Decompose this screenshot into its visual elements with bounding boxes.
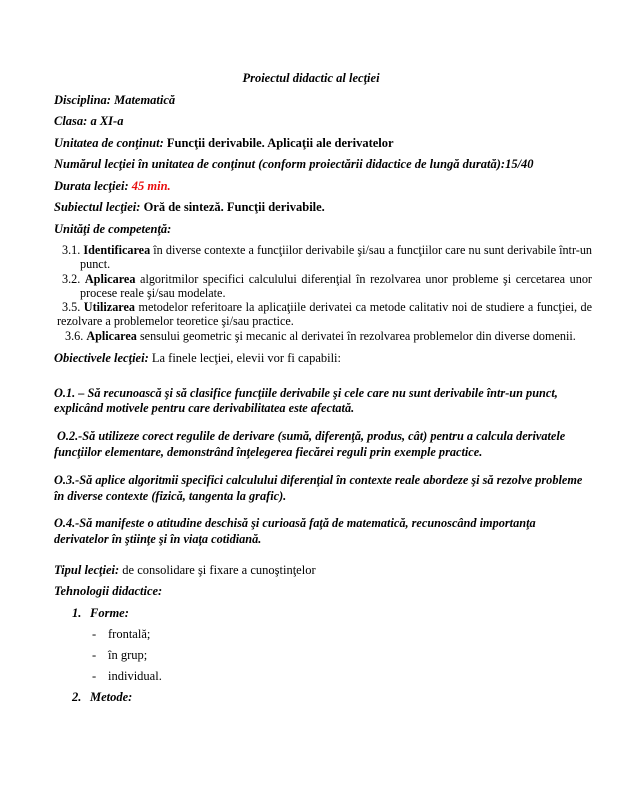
competency-item-3-2 <box>54 272 592 301</box>
objectives-heading-label: Obiectivele lecţiei: <box>54 351 149 366</box>
objective-item-4: O.4.-Să manifeste o atitudine deschisă şi curioasă faţă de matematică, recunoscând importanţa derivatelor în ştiinţe şi în viaţa cotidiană. <box>54 516 536 547</box>
competency-number: 3.2. <box>62 271 81 286</box>
objective-item-1: O.1. – Să recunoască şi să clasifice funcţiile derivabile şi cele care nu sunt derivabile într-un punct, explicând motivele pentru care derivabilitatea este afectată. <box>54 385 558 416</box>
forme-list-item-3 <box>54 666 592 687</box>
competencies-heading: Unităţi de competenţă: <box>54 221 172 236</box>
meta-clasa <box>54 111 592 133</box>
competency-item-3-1 <box>54 243 592 272</box>
forme-list-item-1 <box>54 624 592 645</box>
dash-marker: - <box>92 668 97 683</box>
list-number: 2. <box>72 689 82 704</box>
dash-marker: - <box>92 626 97 641</box>
competency-item-3-6 <box>54 329 592 343</box>
tehnologii-item-forme <box>54 603 592 624</box>
meta-subiectul-label: Subiectul lecţiei: <box>54 200 141 214</box>
document-title: Proiectul didactic al lecţiei <box>242 71 380 85</box>
competencies-list <box>54 243 592 343</box>
dash-marker: - <box>92 647 97 662</box>
forme-item-text: individual. <box>108 668 162 683</box>
competency-lead: Aplicarea <box>86 328 137 343</box>
metode-label: Metode: <box>90 689 133 704</box>
meta-unitatea-label: Unitatea de conţinut: <box>54 135 164 150</box>
meta-clasa-label: Clasa: <box>54 114 88 128</box>
competency-lead: Utilizarea <box>83 300 135 315</box>
competency-text: algoritmilor specifici calculului diferenţial în rezolvarea unor probleme şi cercetarea unor procese reale şi/sau modelate. <box>80 271 592 300</box>
competency-lead: Identificarea <box>83 243 151 257</box>
meta-numarul-value: 15/40 <box>505 157 534 171</box>
competency-lead: Aplicarea <box>84 271 136 286</box>
forme-item-text: în grup; <box>108 647 148 662</box>
meta-numarul <box>54 154 592 176</box>
meta-tipul-value: de consolidare şi fixare a cunoştinţelor <box>122 562 316 577</box>
meta-disciplina-value: Matematică <box>114 92 176 107</box>
meta-unitatea-value: Funcţii derivabile. Aplicaţii ale derivatelor <box>166 135 394 150</box>
competency-text: metodelor referitoare la aplicaţiile derivatei ca metode calitativ noi de studiere a funcţiei, de rezolvare a problemelor teoretice şi/sau practice. <box>57 300 593 329</box>
forme-list <box>54 624 592 687</box>
competency-number: 3.5. <box>62 300 81 315</box>
meta-disciplina-label: Disciplina: <box>54 92 111 107</box>
forme-label: Forme: <box>90 605 129 620</box>
meta-durata-label: Durata lecţiei: <box>54 178 129 193</box>
meta-subiectul <box>54 197 592 219</box>
forme-list-item-2 <box>54 645 592 666</box>
meta-durata-value: 45 min. <box>131 178 171 193</box>
objectives-heading <box>54 348 592 370</box>
meta-subiectul-value: Oră de sinteză. Funcţii derivabile. <box>143 200 325 214</box>
meta-disciplina <box>54 90 592 112</box>
competency-text: sensului geometric şi mecanic al derivatei în rezolvarea problemelor din diverse domenii. <box>139 328 576 343</box>
competency-number: 3.1. <box>62 243 81 257</box>
list-number: 1. <box>72 605 82 620</box>
competency-number: 3.6. <box>65 328 84 343</box>
meta-unitatea <box>54 133 592 155</box>
tehnologii-heading: Tehnologii didactice: <box>54 584 163 599</box>
objectives-heading-text: La finele lecţiei, elevii vor fi capabili: <box>151 351 342 366</box>
objective-item-3: O.3.-Să aplice algoritmii specifici calculului diferenţial în contexte reale abordeze şi să rezolve probleme în diverse contexte (fizică, tangenta la grafic). <box>54 472 583 503</box>
meta-tipul <box>54 560 592 582</box>
objectives-list <box>54 386 592 548</box>
meta-numarul-label: Numărul lecţiei în unitatea de conţinut (conform proiectării didactice de lungă durată): <box>54 157 506 171</box>
forme-item-text: frontală; <box>108 626 151 641</box>
meta-tipul-label: Tipul lecţiei: <box>54 562 120 577</box>
meta-durata <box>54 176 592 198</box>
objective-item-2: O.2.-Să utilizeze corect regulile de derivare (sumă, diferenţă, produs, cât) pentru a calcula derivatele funcţiilor elementare, demonstrând înţelegerea fiecărei reguli prin exemple practice. <box>54 429 566 459</box>
competency-item-3-5 <box>54 300 592 329</box>
competency-text: în diverse contexte a funcţiilor derivabile şi/sau a funcţiilor care nu sunt derivabile într-un punct. <box>80 243 593 272</box>
meta-clasa-value: a XI-a <box>90 114 124 128</box>
tehnologii-item-metode <box>54 687 592 708</box>
